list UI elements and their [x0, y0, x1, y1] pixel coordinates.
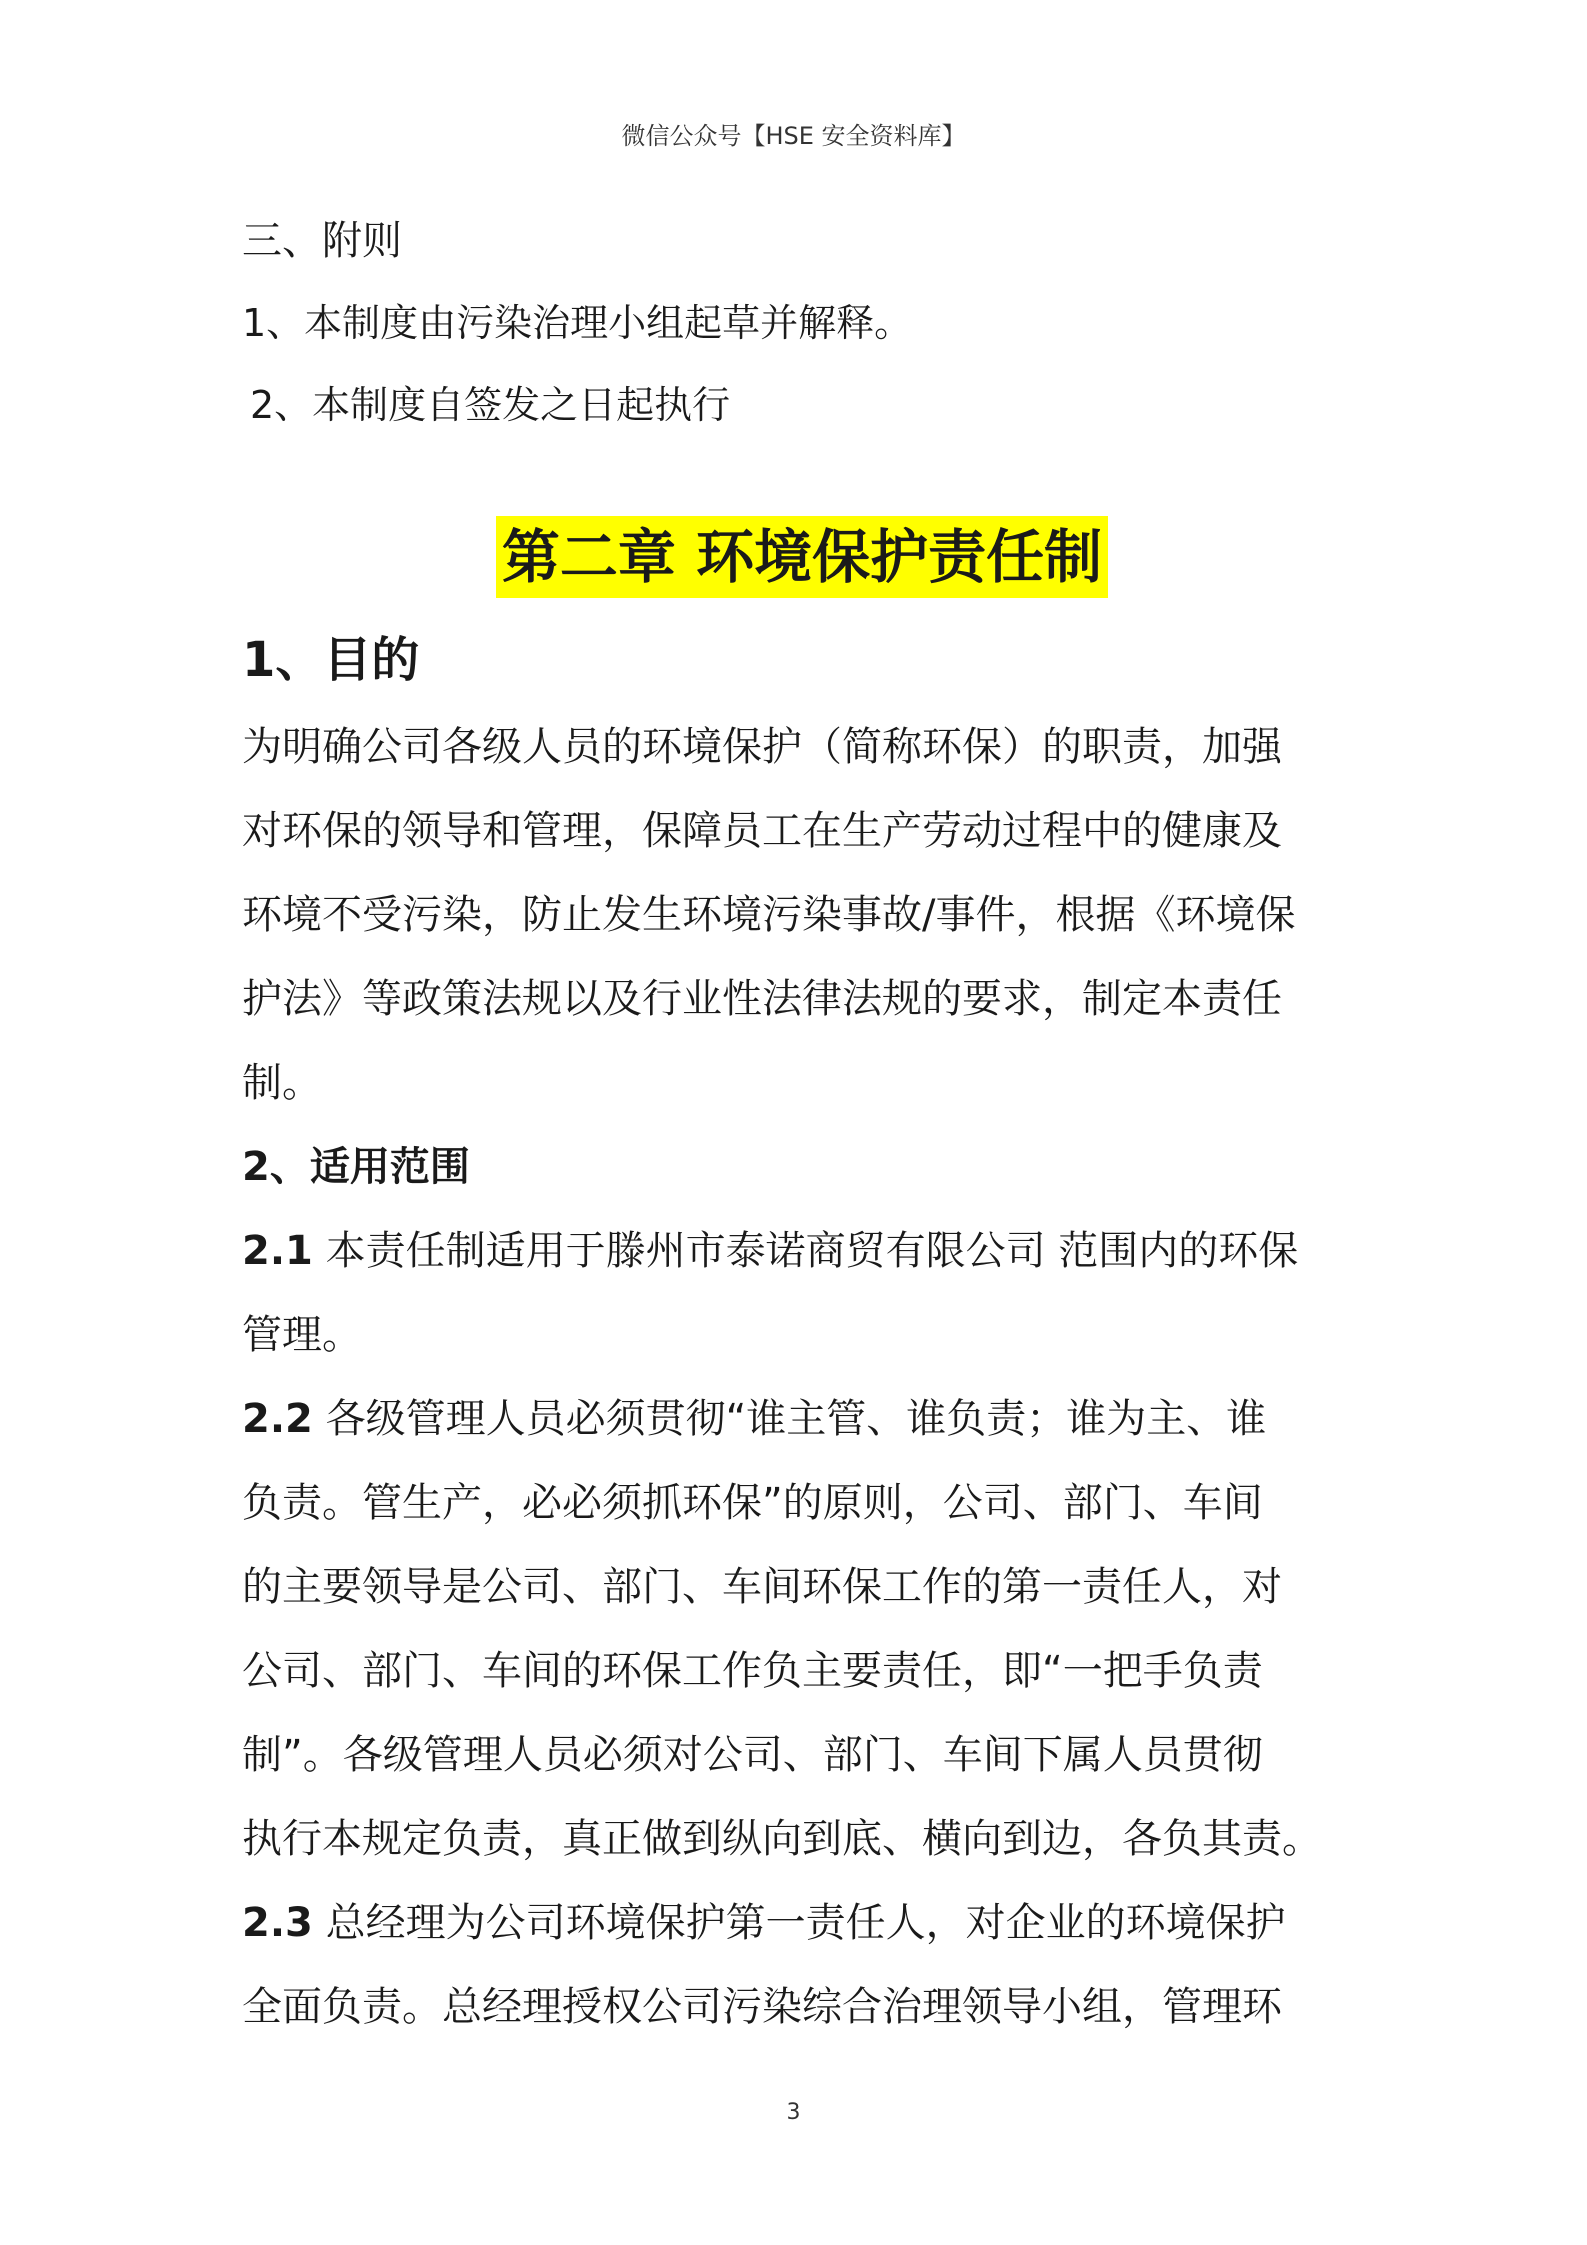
clause-text: 总经理为公司环境保护第一责任人，对企业的环境保护	[325, 1900, 1286, 1946]
clause-line: 制”。各级管理人员必须对公司、部门、车间下属人员贯彻	[242, 1732, 1263, 1778]
clause-2-1	[242, 1209, 1362, 1377]
page-content	[242, 200, 1362, 2049]
clause-line: 管理。	[242, 1312, 362, 1358]
clause-number: 2.1	[242, 1228, 313, 1274]
chapter-title: 第二章 环境保护责任制	[496, 516, 1108, 598]
clause-line: 全面负责。总经理授权公司污染综合治理领导小组，管理环	[242, 1984, 1282, 2030]
clause-line: 负责。管生产，必必须抓环保”的原则，公司、部门、车间	[242, 1480, 1263, 1526]
clause-line: 公司、部门、车间的环保工作负主要责任，即“一把手负责	[242, 1648, 1263, 1694]
section-1-line: 护法》等政策法规以及行业性法律法规的要求，制定本责任	[242, 976, 1282, 1022]
appendix-item-2: 2、本制度自签发之日起执行	[250, 383, 731, 427]
section-1-heading: 1、目的	[242, 632, 420, 688]
clause-line: 执行本规定负责，真正做到纵向到底、横向到边，各负其责。	[242, 1816, 1322, 1862]
appendix-title: 三、附则	[242, 218, 402, 264]
clause-text: 各级管理人员必须贯彻“谁主管、谁负责；谁为主、谁	[325, 1396, 1267, 1442]
chapter-title-wrap	[242, 516, 1362, 611]
clause-text: 本责任制适用于滕州市泰诺商贸有限公司 范围内的环保	[325, 1228, 1299, 1274]
section-1-line: 对环保的领导和管理，保障员工在生产劳动过程中的健康及	[242, 808, 1282, 854]
section-1-line: 环境不受污染，防止发生环境污染事故/事件，根据《环境保	[242, 892, 1296, 938]
clause-line	[242, 1881, 1362, 1965]
clause-number: 2.3	[242, 1900, 313, 1946]
clause-2-2	[242, 1377, 1362, 1881]
clause-2-3	[242, 1881, 1362, 2049]
section-1-body	[242, 705, 1362, 1125]
clause-line: 的主要领导是公司、部门、车间环保工作的第一责任人，对	[242, 1564, 1282, 1610]
section-1-line: 制。	[242, 1060, 322, 1106]
appendix-item-1: 1、本制度由污染治理小组起草并解释。	[242, 301, 913, 345]
clause-line	[242, 1377, 1362, 1461]
section-2-heading: 2、适用范围	[242, 1144, 470, 1190]
page-number: 3	[786, 2100, 801, 2125]
clause-line	[242, 1209, 1362, 1293]
clause-number: 2.2	[242, 1396, 313, 1442]
document-header: 微信公众号【HSE 安全资料库】	[621, 122, 966, 150]
section-1-line: 为明确公司各级人员的环境保护（简称环保）的职责，加强	[242, 724, 1282, 770]
